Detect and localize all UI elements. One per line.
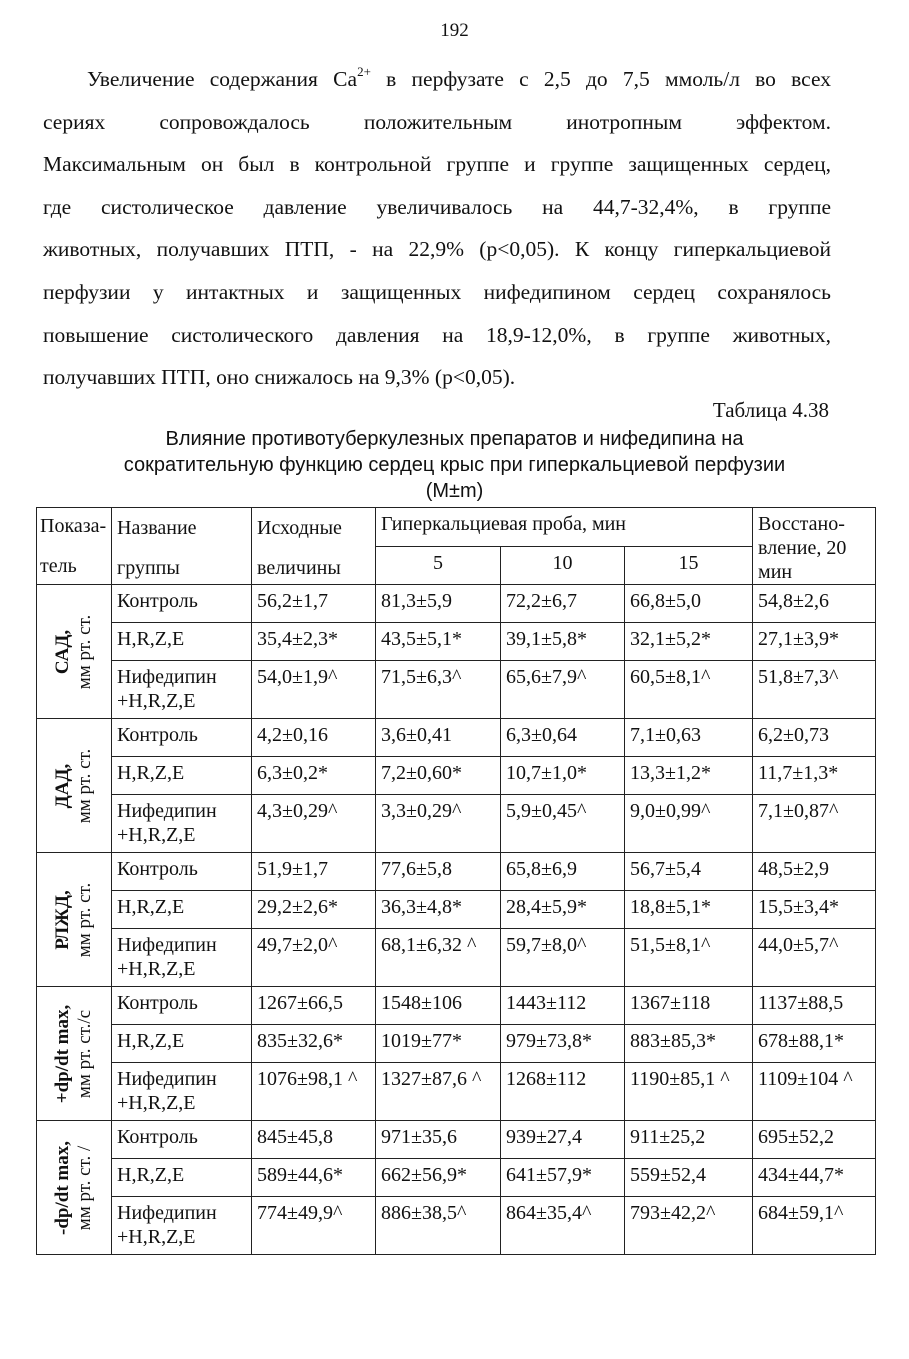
group-name-cell: H,R,Z,E: [112, 891, 252, 929]
indicator-label: [52, 748, 96, 822]
table-row: [37, 1025, 876, 1063]
group-name-cell: Контроль: [112, 719, 252, 757]
indicator-cell: [37, 853, 112, 987]
group-name-cell: Нифедипин +H,R,Z,E: [112, 929, 252, 987]
value-cell: 1019±77*: [376, 1025, 501, 1063]
value-cell: 51,8±7,3^: [753, 661, 876, 719]
value-cell: 9,0±0,99^: [625, 795, 753, 853]
group-name-cell: H,R,Z,E: [112, 757, 252, 795]
value-cell: 4,2±0,16: [252, 719, 376, 757]
indicator-cell: [37, 1121, 112, 1255]
indicator-unit: мм рт. ст.: [74, 614, 95, 689]
group-name-cell: H,R,Z,E: [112, 1025, 252, 1063]
indicator-cell: [37, 719, 112, 853]
data-table: [36, 507, 876, 1255]
indicator-label: [52, 882, 96, 956]
table-row: [37, 1121, 876, 1159]
value-cell: 54,8±2,6: [753, 585, 876, 623]
table-row: [37, 1063, 876, 1121]
header-indicator-line: тель: [40, 555, 77, 577]
header-minute: 5: [376, 546, 501, 585]
group-name-cell: Контроль: [112, 853, 252, 891]
indicator-name: ДАД,: [52, 763, 73, 808]
indicator-unit: мм рт. ст.: [74, 748, 95, 823]
value-cell: 5,9±0,45^: [501, 795, 625, 853]
value-cell: 10,7±1,0*: [501, 757, 625, 795]
table-caption-line: сократительную функцию сердец крыс при гиперкальциевой перфузии: [123, 454, 786, 476]
value-cell: 1367±118: [625, 987, 753, 1025]
value-cell: 27,1±3,9*: [753, 623, 876, 661]
paragraph-line: Увеличение содержания $Ca^{2+}$ в перфузате с 2,5 до 7,5 ммоль/л во всех: [87, 64, 831, 91]
value-cell: 864±35,4^: [501, 1197, 625, 1255]
paragraph-line: Максимальным он был в контрольной группе и группе защищенных сердец,: [43, 152, 831, 177]
value-cell: 65,8±6,9: [501, 853, 625, 891]
indicator-label: [52, 1141, 96, 1235]
value-cell: 1268±112: [501, 1063, 625, 1121]
value-cell: 662±56,9*: [376, 1159, 501, 1197]
value-cell: 15,5±3,4*: [753, 891, 876, 929]
value-cell: 6,3±0,64: [501, 719, 625, 757]
value-cell: 1327±87,6 ^: [376, 1063, 501, 1121]
value-cell: 56,7±5,4: [625, 853, 753, 891]
value-cell: 678±88,1*: [753, 1025, 876, 1063]
indicator-name: -dp/dt max,: [52, 1140, 73, 1235]
indicator-unit: мм рт. ст. /: [74, 1145, 95, 1230]
table-number: Таблица 4.38: [712, 398, 829, 422]
value-cell: 835±32,6*: [252, 1025, 376, 1063]
value-cell: 59,7±8,0^: [501, 929, 625, 987]
table-row: [37, 987, 876, 1025]
group-name-cell: Контроль: [112, 987, 252, 1025]
indicator-cell: [37, 585, 112, 719]
value-cell: 774±49,9^: [252, 1197, 376, 1255]
body-paragraph: [43, 58, 831, 399]
table-row: [37, 623, 876, 661]
value-cell: 6,3±0,2*: [252, 757, 376, 795]
value-cell: 7,1±0,87^: [753, 795, 876, 853]
paragraph-line: где систолическое давление увеличивалось на 44,7-32,4%, в группе: [43, 194, 831, 219]
value-cell: 6,2±0,73: [753, 719, 876, 757]
value-cell: 695±52,2: [753, 1121, 876, 1159]
value-cell: 81,3±5,9: [376, 585, 501, 623]
value-cell: 51,5±8,1^: [625, 929, 753, 987]
value-cell: 1190±85,1 ^: [625, 1063, 753, 1121]
value-cell: 77,6±5,8: [376, 853, 501, 891]
value-cell: 1076±98,1 ^: [252, 1063, 376, 1121]
value-cell: 66,8±5,0: [625, 585, 753, 623]
table-row: [37, 929, 876, 987]
header-minute: 10: [501, 546, 625, 585]
table-caption-line: Влияние противотуберкулезных препаратов и нифедипина на: [165, 428, 744, 450]
value-cell: 36,3±4,8*: [376, 891, 501, 929]
indicator-unit: мм рт. ст.: [74, 882, 95, 957]
value-cell: 641±57,9*: [501, 1159, 625, 1197]
value-cell: 44,0±5,7^: [753, 929, 876, 987]
table-row: [37, 661, 876, 719]
indicator-cell: [37, 987, 112, 1121]
value-cell: 71,5±6,3^: [376, 661, 501, 719]
value-cell: 3,6±0,41: [376, 719, 501, 757]
value-cell: 979±73,8*: [501, 1025, 625, 1063]
value-cell: 886±38,5^: [376, 1197, 501, 1255]
table-row: [37, 891, 876, 929]
table-row: [37, 1197, 876, 1255]
header-initial-line: Исходные: [257, 517, 342, 539]
paragraph-line: сериях сопровождалось положительным инотропным эффектом.: [43, 109, 831, 134]
header-minute: 15: [625, 546, 753, 585]
table-row: [37, 757, 876, 795]
value-cell: 7,1±0,63: [625, 719, 753, 757]
paragraph-line: получавших ПТП, оно снижалось на 9,3% (p<0,05).: [43, 365, 516, 390]
value-cell: 1137±88,5: [753, 987, 876, 1025]
value-cell: 28,4±5,9*: [501, 891, 625, 929]
header-group: [112, 508, 252, 585]
value-cell: 29,2±2,6*: [252, 891, 376, 929]
value-cell: 68,1±6,32 ^: [376, 929, 501, 987]
header-indicator-line: Показа-: [40, 515, 107, 537]
value-cell: 32,1±5,2*: [625, 623, 753, 661]
value-cell: 48,5±2,9: [753, 853, 876, 891]
table-row: [37, 585, 876, 623]
value-cell: 43,5±5,1*: [376, 623, 501, 661]
value-cell: 4,3±0,29^: [252, 795, 376, 853]
value-cell: 54,0±1,9^: [252, 661, 376, 719]
value-cell: 1109±104 ^: [753, 1063, 876, 1121]
value-cell: 7,2±0,60*: [376, 757, 501, 795]
value-cell: 51,9±1,7: [252, 853, 376, 891]
value-cell: 434±44,7*: [753, 1159, 876, 1197]
value-cell: 49,7±2,0^: [252, 929, 376, 987]
header-initial-line: величины: [257, 557, 341, 579]
indicator-label: [52, 1004, 96, 1102]
header-indicator: [37, 508, 112, 585]
group-name-cell: Нифедипин +H,R,Z,E: [112, 795, 252, 853]
page-number: 192: [440, 20, 469, 41]
value-cell: 39,1±5,8*: [501, 623, 625, 661]
group-name-cell: H,R,Z,E: [112, 623, 252, 661]
table-caption-line: (M±m): [425, 480, 484, 502]
value-cell: 971±35,6: [376, 1121, 501, 1159]
value-cell: 1443±112: [501, 987, 625, 1025]
indicator-name: +dp/dt max,: [52, 1004, 73, 1103]
group-name-cell: Контроль: [112, 585, 252, 623]
value-cell: 60,5±8,1^: [625, 661, 753, 719]
table-row: [37, 795, 876, 853]
table-caption: [0, 426, 909, 504]
header-hypercalcium: Гиперкальциевая проба, мин: [376, 508, 753, 547]
value-cell: 589±44,6*: [252, 1159, 376, 1197]
indicator-name: САД,: [52, 629, 73, 674]
indicator-label: [52, 614, 96, 688]
group-name-cell: Нифедипин +H,R,Z,E: [112, 661, 252, 719]
value-cell: 559±52,4: [625, 1159, 753, 1197]
value-cell: 11,7±1,3*: [753, 757, 876, 795]
header-group-line: Название: [117, 517, 197, 539]
header-group-line: группы: [117, 557, 180, 579]
value-cell: 65,6±7,9^: [501, 661, 625, 719]
group-name-cell: Нифедипин +H,R,Z,E: [112, 1197, 252, 1255]
indicator-unit: мм рт. ст./с: [74, 1009, 95, 1098]
value-cell: 3,3±0,29^: [376, 795, 501, 853]
group-name-cell: Нифедипин +H,R,Z,E: [112, 1063, 252, 1121]
value-cell: 911±25,2: [625, 1121, 753, 1159]
value-cell: 1267±66,5: [252, 987, 376, 1025]
paragraph-line: повышение систолического давления на 18,9-12,0%, в группе животных,: [43, 322, 831, 347]
table-header-row: [37, 508, 876, 547]
indicator-name: РЛЖД,: [52, 889, 73, 950]
group-name-cell: Контроль: [112, 1121, 252, 1159]
value-cell: 13,3±1,2*: [625, 757, 753, 795]
value-cell: 684±59,1^: [753, 1197, 876, 1255]
table-row: [37, 853, 876, 891]
value-cell: 939±27,4: [501, 1121, 625, 1159]
value-cell: 35,4±2,3*: [252, 623, 376, 661]
table-row: [37, 1159, 876, 1197]
value-cell: 72,2±6,7: [501, 585, 625, 623]
value-cell: 793±42,2^: [625, 1197, 753, 1255]
value-cell: 845±45,8: [252, 1121, 376, 1159]
header-recovery: Восстано-вление, 20 мин: [753, 508, 876, 585]
value-cell: 883±85,3*: [625, 1025, 753, 1063]
value-cell: 18,8±5,1*: [625, 891, 753, 929]
paragraph-line: перфузии у интактных и защищенных нифедипином сердец сохранялось: [43, 279, 831, 304]
group-name-cell: H,R,Z,E: [112, 1159, 252, 1197]
paragraph-line: животных, получавших ПТП, - на 22,9% (p<0,05). К концу гиперкальциевой: [43, 237, 831, 262]
header-initial: [252, 508, 376, 585]
table-row: [37, 719, 876, 757]
value-cell: 1548±106: [376, 987, 501, 1025]
value-cell: 56,2±1,7: [252, 585, 376, 623]
